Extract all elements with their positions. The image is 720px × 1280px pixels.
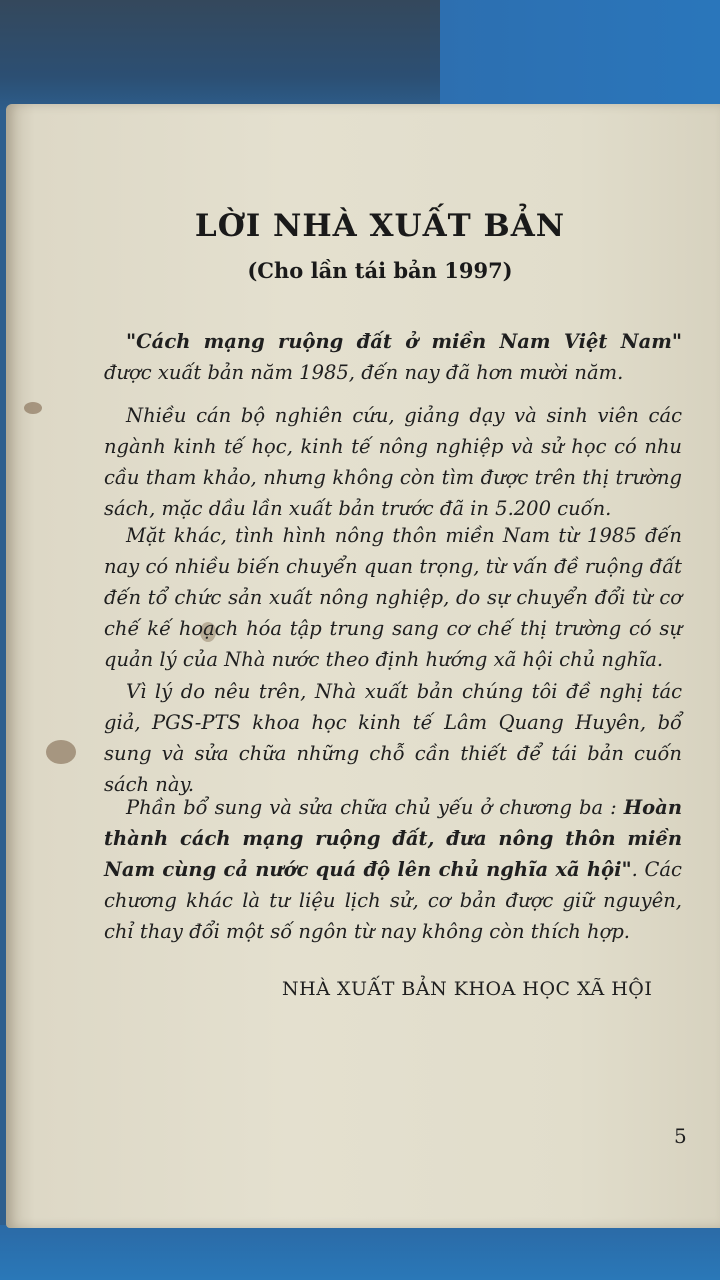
paragraph-lead: Phần bổ sung và sửa chữa chủ yếu ở chương ba : — [126, 796, 624, 819]
page-subtitle: (Cho lần tái bản 1997) — [247, 258, 513, 283]
paragraph — [104, 792, 682, 947]
paragraph-text: Nhiều cán bộ nghiên cứu, giảng dạy và sinh viên các ngành kinh tế học, kinh tế nông nghiệp và sử học có nhu cầu tham khảo, nhưng không còn tìm được trên thị trường sách, mặc dầu lần xuất bản trước đã in 5.200 cuốn. — [104, 404, 682, 520]
paragraph — [104, 326, 682, 388]
background-bottom — [0, 1225, 720, 1280]
page-title: LỜI NHÀ XUẤT BẢN — [194, 208, 566, 244]
page-number: 5 — [674, 1124, 687, 1148]
paragraph-text: . Các chương khác là tư liệu lịch sử, cơ bản được giữ nguyên, chỉ thay đổi một số ngôn từ nay không còn thích hợp. — [104, 858, 682, 943]
paragraph-text: được xuất bản năm 1985, đến nay đã hơn mười năm. — [104, 361, 624, 384]
publisher-signature: NHÀ XUẤT BẢN KHOA HỌC XÃ HỘI — [282, 978, 653, 1000]
page-stain — [46, 740, 76, 764]
book-title-quote: "Cách mạng ruộng đất ở miền Nam Việt Nam" — [126, 330, 682, 353]
page-stain — [24, 402, 42, 414]
paragraph-text: Mặt khác, tình hình nông thôn miền Nam từ 1985 đến nay có nhiều biến chuyển quan trọng, từ vấn đề ruộng đất đến tổ chức sản xuất nông nghiệp, do sự chuyển đổi từ cơ chế kế hoạch hóa tập trung sang cơ chế thị trường có sự quản lý của Nhà nước theo định hướng xã hội chủ nghĩa. — [104, 524, 682, 671]
chapter-title: Hoàn thành cách mạng ruộng đất, đưa nông thôn miền Nam cùng cả nước quá độ lên chủ nghĩa xã hội" — [104, 796, 682, 881]
paragraph — [104, 676, 682, 800]
paragraph — [104, 400, 682, 524]
background-blue-object — [440, 0, 720, 110]
paragraph-text: Vì lý do nêu trên, Nhà xuất bản chúng tôi đề nghị tác giả, PGS-PTS khoa học kinh tế Lâm Quang Huyên, bổ sung và sửa chữa những chỗ cần thiết để tái bản cuốn sách này. — [104, 680, 682, 796]
paragraph — [104, 520, 682, 675]
